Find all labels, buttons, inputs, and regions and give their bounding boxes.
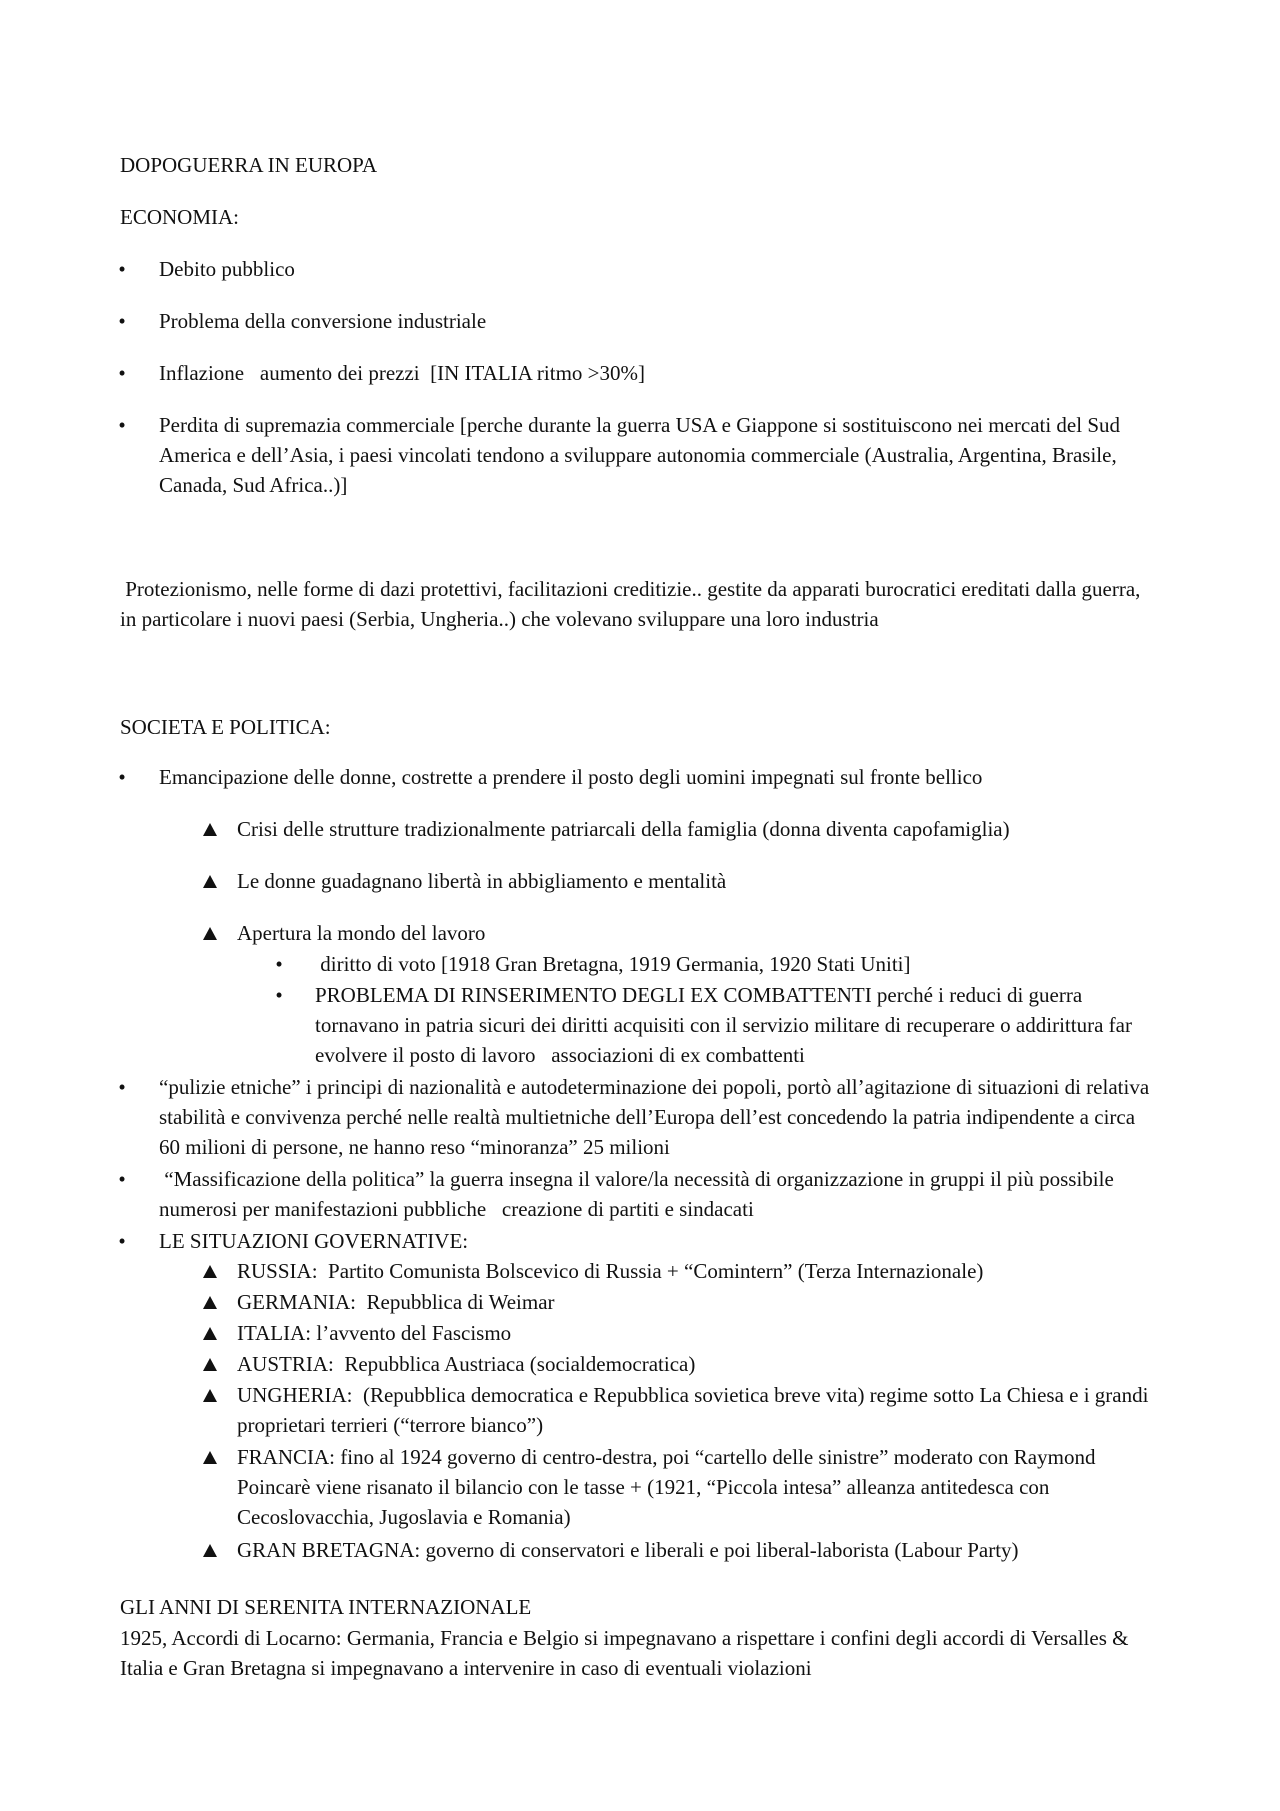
sub-list-item: GRAN BRETAGNA: governo di conservatori e liberali e poi liberal-laborista (Labour Party): [237, 1538, 1019, 1562]
sub-sub-list-item: PROBLEMA DI RINSERIMENTO DEGLI EX COMBATTENTI perché i reduci di guerra tornavano in patria sicuri dei diritti acquisiti con il servizio militare di recuperare o addirittura far evolvere il posto di lavoro associazioni di ex combattenti: [315, 983, 1138, 1067]
sub-list-item: GERMANIA: Repubblica di Weimar: [237, 1290, 555, 1314]
list-item: Debito pubblico: [159, 257, 295, 281]
protezionismo-paragraph: Protezionismo, nelle forme di dazi protettivi, facilitazioni creditizie.. gestite da apparati burocratici ereditati dalla guerra, in particolare i nuovi paesi (Serbia, Ungheria..) che volevano sviluppare una loro industria: [120, 577, 1146, 631]
triangle-bullet-icon: [203, 1265, 217, 1278]
economia-heading: ECONOMIA:: [120, 205, 239, 229]
bullet-marker: •: [118, 1229, 126, 1253]
sub-list-item: ITALIA: l’avvento del Fascismo: [237, 1321, 512, 1345]
sub-sub-list-item: diritto di voto [1918 Gran Bretagna, 1919 Germania, 1920 Stati Uniti]: [315, 952, 911, 976]
bullet-marker: •: [118, 1075, 126, 1099]
list-item: Perdita di supremazia commerciale [perche durante la guerra USA e Giappone si sostituiscono nei mercati del Sud America e dell’Asia, i paesi vincolati tendono a sviluppare autonomia commerciale (Australia, Argentina, Brasile, Canada, Sud Africa..)]: [159, 413, 1121, 497]
sub-list-item: AUSTRIA: Repubblica Austriaca (socialdemocratica): [237, 1352, 696, 1376]
triangle-bullet-icon: [203, 875, 217, 888]
triangle-bullet-icon: [203, 1451, 217, 1464]
bullet-marker: •: [275, 983, 283, 1007]
page-title: DOPOGUERRA IN EUROPA: [120, 153, 378, 177]
list-item: LE SITUAZIONI GOVERNATIVE:: [159, 1229, 469, 1253]
list-item: “Massificazione della politica” la guerra insegna il valore/la necessità di organizzazione in gruppi il più possibile numerosi per manifestazioni pubbliche creazione di partiti e sindacati: [159, 1167, 1120, 1221]
bullet-marker: •: [118, 309, 126, 333]
locarno-paragraph: 1925, Accordi di Locarno: Germania, Francia e Belgio si impegnavano a rispettare i confini degli accordi di Versalles & Italia e Gran Bretagna si impegnavano a intervenire in caso di eventuali violazioni: [120, 1626, 1129, 1680]
serenita-heading: GLI ANNI DI SERENITA INTERNAZIONALE: [120, 1595, 532, 1619]
bullet-marker: •: [118, 765, 126, 789]
bullet-marker: •: [275, 952, 283, 976]
bullet-marker: •: [118, 1167, 126, 1191]
triangle-bullet-icon: [203, 1358, 217, 1371]
list-item: “pulizie etniche” i principi di nazionalità e autodeterminazione dei popoli, portò all’agitazione di situazioni di relativa stabilità e convivenza perché nelle realtà multietniche dell’Europa dell’est concedendo la patria indipendente a circa 60 milioni di persone, ne hanno reso “minoranza” 25 milioni: [159, 1075, 1150, 1159]
triangle-bullet-icon: [203, 1389, 217, 1402]
triangle-bullet-icon: [203, 1544, 217, 1557]
triangle-bullet-icon: [203, 1327, 217, 1340]
sub-list-item: Crisi delle strutture tradizionalmente patriarcali della famiglia (donna diventa capofamiglia): [237, 817, 1010, 841]
triangle-bullet-icon: [203, 1296, 217, 1309]
bullet-marker: •: [118, 413, 126, 437]
bullet-marker: •: [118, 257, 126, 281]
sub-list-item: UNGHERIA: (Repubblica democratica e Repubblica sovietica breve vita) regime sotto La Chiesa e i grandi proprietari terrieri (“terrore bianco”): [237, 1383, 1154, 1437]
list-item: Emancipazione delle donne, costrette a prendere il posto degli uomini impegnati sul fronte bellico: [159, 765, 983, 789]
list-item: Inflazione aumento dei prezzi [IN ITALIA ritmo >30%]: [159, 361, 645, 385]
sub-list-item: Apertura la mondo del lavoro: [237, 921, 486, 945]
bullet-marker: •: [118, 361, 126, 385]
sub-list-item: FRANCIA: fino al 1924 governo di centro-destra, poi “cartello delle sinistre” moderato con Raymond Poincarè viene risanato il bilancio con le tasse + (1921, “Piccola intesa” alleanza antitedesca con Cecoslovacchia, Jugoslavia e Romania): [237, 1445, 1096, 1529]
triangle-bullet-icon: [203, 823, 217, 836]
sub-list-item: Le donne guadagnano libertà in abbigliamento e mentalità: [237, 869, 727, 893]
list-item: Problema della conversione industriale: [159, 309, 487, 333]
societa-heading: SOCIETA E POLITICA:: [120, 715, 331, 739]
triangle-bullet-icon: [203, 927, 217, 940]
sub-list-item: RUSSIA: Partito Comunista Bolscevico di Russia + “Comintern” (Terza Internazionale): [237, 1259, 984, 1283]
